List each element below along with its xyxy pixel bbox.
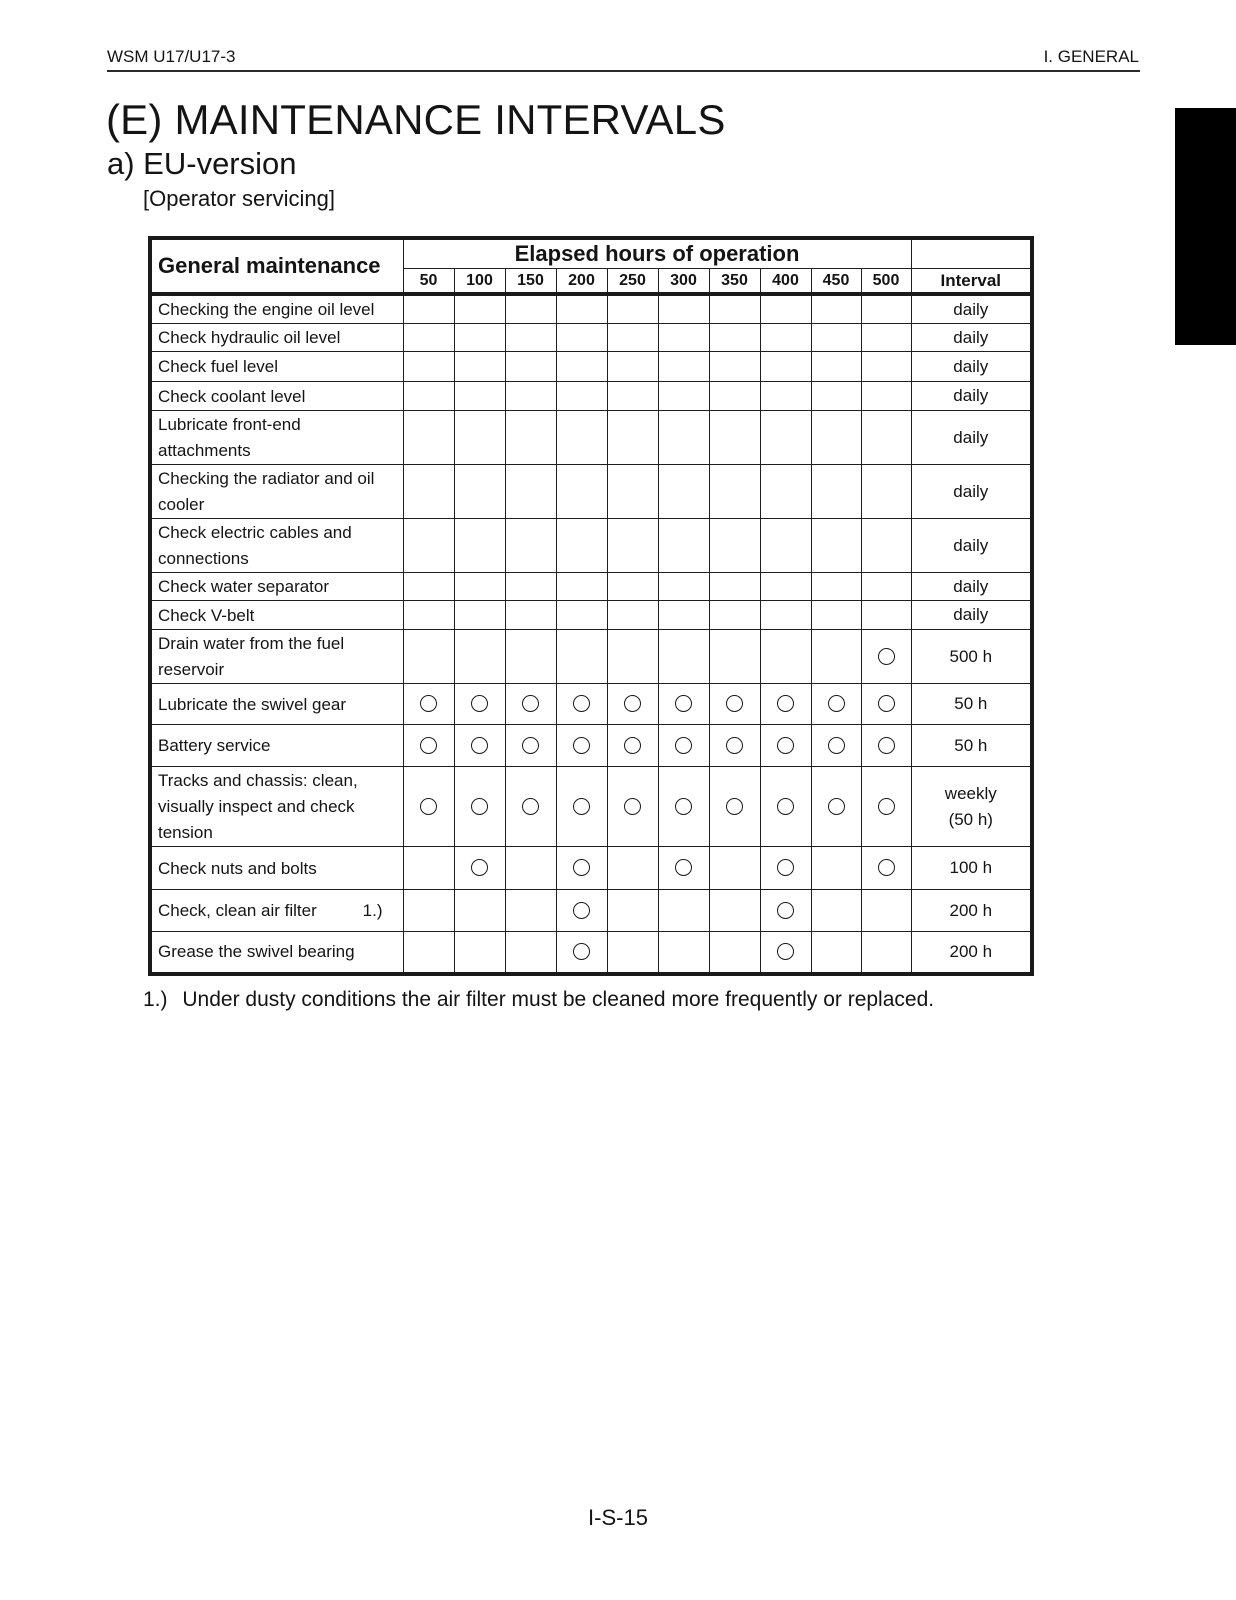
interval-cell: daily <box>911 601 1032 630</box>
task-label: Lubricate front-end attachments <box>158 415 301 460</box>
interval-cell: daily <box>911 352 1032 382</box>
hour-cell-100 <box>454 465 505 519</box>
hour-cell-200 <box>556 932 607 974</box>
hour-cell-300 <box>658 630 709 684</box>
interval-sublabel: (50 h) <box>948 809 993 829</box>
hour-cell-100 <box>454 573 505 601</box>
interval-cell: 200 h <box>911 932 1032 974</box>
hour-cell-350 <box>709 573 760 601</box>
hour-cell-450 <box>811 465 861 519</box>
hour-cell-500 <box>861 294 911 324</box>
column-header-interval-spacer <box>911 238 1032 269</box>
hour-cell-500 <box>861 352 911 382</box>
hour-cell-200 <box>556 324 607 352</box>
hour-cell-50 <box>403 573 454 601</box>
hour-cell-100 <box>454 767 505 847</box>
hour-cell-450 <box>811 847 861 890</box>
hour-cell-500 <box>861 630 911 684</box>
footnote <box>143 988 934 1012</box>
task-cell <box>150 465 403 519</box>
hour-cell-500 <box>861 725 911 767</box>
column-header-hour: 350 <box>709 269 760 295</box>
interval-cell: 200 h <box>911 890 1032 932</box>
hour-cell-400 <box>760 890 811 932</box>
task-cell <box>150 767 403 847</box>
hour-cell-350 <box>709 630 760 684</box>
circle-icon <box>522 737 539 754</box>
circle-icon <box>878 859 895 876</box>
hour-cell-400 <box>760 382 811 411</box>
task-cell <box>150 630 403 684</box>
hour-cell-500 <box>861 684 911 725</box>
task-label: Check hydraulic oil level <box>158 328 341 347</box>
hour-cell-250 <box>607 847 658 890</box>
hour-cell-200 <box>556 601 607 630</box>
hour-cell-500 <box>861 847 911 890</box>
hour-cell-300 <box>658 465 709 519</box>
hour-cell-50 <box>403 601 454 630</box>
page-number: I-S-15 <box>588 1505 648 1530</box>
hour-cell-200 <box>556 411 607 465</box>
hour-cell-450 <box>811 890 861 932</box>
hour-cell-300 <box>658 411 709 465</box>
hour-cell-300 <box>658 601 709 630</box>
task-label: Check V-belt <box>158 605 255 625</box>
interval-label: weekly <box>944 783 997 803</box>
hour-cell-300 <box>658 932 709 974</box>
task-cell <box>150 294 403 324</box>
task-label: Grease the swivel bearing <box>158 942 355 962</box>
circle-icon <box>573 902 590 919</box>
hour-cell-100 <box>454 382 505 411</box>
circle-icon <box>471 798 488 815</box>
hour-cell-350 <box>709 601 760 630</box>
circle-icon <box>573 798 590 815</box>
hour-cell-50 <box>403 465 454 519</box>
hour-cell-300 <box>658 890 709 932</box>
hour-cell-450 <box>811 630 861 684</box>
hour-cell-50 <box>403 767 454 847</box>
column-header-hour: 500 <box>861 269 911 295</box>
circle-icon <box>777 943 794 960</box>
task-label: Check coolant level <box>158 386 306 406</box>
footnote-reference: 1.) <box>362 901 383 920</box>
hour-cell-450 <box>811 601 861 630</box>
circle-icon <box>726 798 743 815</box>
hour-cell-400 <box>760 847 811 890</box>
hour-cell-200 <box>556 630 607 684</box>
hour-cell-200 <box>556 294 607 324</box>
hour-cell-350 <box>709 725 760 767</box>
task-cell <box>150 573 403 601</box>
circle-icon <box>522 695 539 712</box>
table-row <box>150 324 1032 352</box>
hour-cell-450 <box>811 767 861 847</box>
task-cell <box>150 847 403 890</box>
task-cell <box>150 601 403 630</box>
circle-icon <box>828 737 845 754</box>
hour-cell-200 <box>556 767 607 847</box>
hour-cell-350 <box>709 465 760 519</box>
circle-icon <box>522 798 539 815</box>
task-cell <box>150 324 403 352</box>
column-header-hour: 450 <box>811 269 861 295</box>
column-header-interval: Interval <box>911 269 1032 295</box>
interval-cell: daily <box>911 519 1032 573</box>
hour-cell-100 <box>454 601 505 630</box>
hour-cell-150 <box>505 465 556 519</box>
hour-cell-200 <box>556 382 607 411</box>
hour-cell-200 <box>556 352 607 382</box>
hour-cell-500 <box>861 573 911 601</box>
hour-cell-200 <box>556 465 607 519</box>
table-row <box>150 725 1032 767</box>
hour-cell-100 <box>454 630 505 684</box>
table-row <box>150 573 1032 601</box>
hour-cell-100 <box>454 352 505 382</box>
column-header-hour: 150 <box>505 269 556 295</box>
hour-cell-250 <box>607 684 658 725</box>
task-label: Drain water from the fuel reservoir <box>158 634 345 679</box>
footnote-number: 1.) <box>143 988 168 1011</box>
hour-cell-150 <box>505 767 556 847</box>
table-row <box>150 684 1032 725</box>
task-label: Check, clean air filter <box>158 901 317 920</box>
circle-icon <box>878 695 895 712</box>
table-row <box>150 411 1032 465</box>
hour-cell-500 <box>861 324 911 352</box>
hour-cell-350 <box>709 890 760 932</box>
hour-cell-50 <box>403 324 454 352</box>
hour-cell-250 <box>607 519 658 573</box>
task-label: Battery service <box>158 736 271 755</box>
maintenance-table-body <box>150 294 1032 974</box>
circle-icon <box>777 798 794 815</box>
hour-cell-350 <box>709 294 760 324</box>
hour-cell-400 <box>760 411 811 465</box>
task-label: Check water separator <box>158 577 330 596</box>
hour-cell-250 <box>607 932 658 974</box>
task-label: Check nuts and bolts <box>158 858 317 878</box>
hour-cell-250 <box>607 573 658 601</box>
circle-icon <box>573 859 590 876</box>
hour-cell-500 <box>861 601 911 630</box>
hour-cell-100 <box>454 324 505 352</box>
circle-icon <box>878 798 895 815</box>
hour-cell-500 <box>861 890 911 932</box>
hour-cell-450 <box>811 932 861 974</box>
table-row <box>150 352 1032 382</box>
hour-cell-250 <box>607 382 658 411</box>
hour-cell-150 <box>505 932 556 974</box>
hour-cell-100 <box>454 411 505 465</box>
document-id: WSM U17/U17-3 <box>107 47 236 66</box>
hour-cell-100 <box>454 890 505 932</box>
maintenance-intervals-table <box>148 236 1034 976</box>
hour-cell-100 <box>454 847 505 890</box>
task-cell <box>150 519 403 573</box>
hour-cell-100 <box>454 725 505 767</box>
circle-icon <box>675 859 692 876</box>
hour-cell-300 <box>658 684 709 725</box>
task-label: Checking the radiator and oil cooler <box>158 469 375 514</box>
hour-cell-200 <box>556 684 607 725</box>
hour-cell-200 <box>556 573 607 601</box>
hour-cell-50 <box>403 519 454 573</box>
interval-cell: daily <box>911 382 1032 411</box>
hour-cell-400 <box>760 601 811 630</box>
hour-cell-250 <box>607 767 658 847</box>
task-label: Check electric cables and connections <box>158 523 352 568</box>
hour-cell-500 <box>861 932 911 974</box>
table-row <box>150 294 1032 324</box>
table-row <box>150 382 1032 411</box>
hour-cell-400 <box>760 630 811 684</box>
hour-cell-150 <box>505 890 556 932</box>
hour-cell-400 <box>760 684 811 725</box>
hour-cell-50 <box>403 890 454 932</box>
hour-cell-250 <box>607 725 658 767</box>
hour-cell-200 <box>556 890 607 932</box>
hour-cell-50 <box>403 630 454 684</box>
column-header-hour: 400 <box>760 269 811 295</box>
hour-cell-150 <box>505 847 556 890</box>
footnote-text: Under dusty conditions the air filter must be cleaned more frequently or replaced. <box>182 988 935 1011</box>
hour-cell-500 <box>861 465 911 519</box>
hour-cell-250 <box>607 630 658 684</box>
circle-icon <box>726 695 743 712</box>
interval-cell: daily <box>911 573 1032 601</box>
circle-icon <box>420 695 437 712</box>
hour-cell-500 <box>861 519 911 573</box>
hour-cell-250 <box>607 294 658 324</box>
hour-cell-300 <box>658 519 709 573</box>
circle-icon <box>420 737 437 754</box>
hour-cell-400 <box>760 294 811 324</box>
task-cell <box>150 890 403 932</box>
hour-cell-400 <box>760 767 811 847</box>
hour-cell-300 <box>658 573 709 601</box>
page-title: (E) MAINTENANCE INTERVALS <box>106 96 726 143</box>
page-subtitle: a) EU-version <box>107 146 297 181</box>
interval-cell: 50 h <box>911 725 1032 767</box>
circle-icon <box>878 648 895 665</box>
interval-cell: 50 h <box>911 684 1032 725</box>
task-label: Lubricate the swivel gear <box>158 694 347 714</box>
hour-cell-250 <box>607 465 658 519</box>
hour-cell-250 <box>607 601 658 630</box>
hour-cell-350 <box>709 382 760 411</box>
task-cell <box>150 352 403 382</box>
table-row <box>150 767 1032 847</box>
hour-cell-500 <box>861 767 911 847</box>
hour-cell-450 <box>811 519 861 573</box>
hour-cell-150 <box>505 294 556 324</box>
table-row <box>150 847 1032 890</box>
circle-icon <box>573 695 590 712</box>
table-row <box>150 890 1032 932</box>
circle-icon <box>675 798 692 815</box>
circle-icon <box>828 798 845 815</box>
interval-cell: 100 h <box>911 847 1032 890</box>
hour-cell-400 <box>760 932 811 974</box>
circle-icon <box>573 943 590 960</box>
hour-cell-400 <box>760 519 811 573</box>
task-cell <box>150 411 403 465</box>
task-cell <box>150 684 403 725</box>
hour-cell-450 <box>811 352 861 382</box>
circle-icon <box>777 859 794 876</box>
task-cell <box>150 932 403 974</box>
circle-icon <box>471 695 488 712</box>
hour-cell-400 <box>760 352 811 382</box>
circle-icon <box>726 737 743 754</box>
hour-cell-350 <box>709 324 760 352</box>
hour-cell-450 <box>811 294 861 324</box>
hour-cell-300 <box>658 847 709 890</box>
header-divider <box>107 70 1140 72</box>
hour-cell-350 <box>709 847 760 890</box>
table-row <box>150 932 1032 974</box>
hour-cell-300 <box>658 725 709 767</box>
hour-cell-50 <box>403 352 454 382</box>
section-thumb-tab <box>1175 108 1236 345</box>
hour-cell-150 <box>505 411 556 465</box>
table-row <box>150 630 1032 684</box>
hour-cell-100 <box>454 932 505 974</box>
hour-cell-400 <box>760 465 811 519</box>
hour-cell-500 <box>861 411 911 465</box>
interval-cell: daily <box>911 294 1032 324</box>
hour-cell-200 <box>556 519 607 573</box>
hour-cell-450 <box>811 411 861 465</box>
section-caption: [Operator servicing] <box>143 186 335 211</box>
hour-cell-250 <box>607 411 658 465</box>
column-header-hour: 250 <box>607 269 658 295</box>
hour-cell-350 <box>709 932 760 974</box>
hour-cell-50 <box>403 382 454 411</box>
circle-icon <box>777 695 794 712</box>
column-header-hour: 200 <box>556 269 607 295</box>
task-label: Tracks and chassis: clean, visually inspect and check tension <box>158 771 358 842</box>
column-header-task: General maintenance <box>150 238 403 294</box>
hour-cell-150 <box>505 324 556 352</box>
circle-icon <box>777 737 794 754</box>
hour-cell-150 <box>505 601 556 630</box>
hour-cell-450 <box>811 725 861 767</box>
task-label: Check fuel level <box>158 357 279 376</box>
hour-cell-450 <box>811 573 861 601</box>
task-label: Checking the engine oil level <box>158 300 375 319</box>
hour-cell-100 <box>454 519 505 573</box>
hour-cell-150 <box>505 725 556 767</box>
hour-cell-300 <box>658 352 709 382</box>
hour-cell-350 <box>709 684 760 725</box>
column-header-hour: 100 <box>454 269 505 295</box>
circle-icon <box>624 798 641 815</box>
column-group-header-hours: Elapsed hours of operation <box>403 238 911 269</box>
hour-cell-500 <box>861 382 911 411</box>
hour-cell-350 <box>709 767 760 847</box>
circle-icon <box>878 737 895 754</box>
hour-cell-50 <box>403 294 454 324</box>
hour-cell-250 <box>607 352 658 382</box>
hour-cell-350 <box>709 352 760 382</box>
circle-icon <box>828 695 845 712</box>
interval-cell: daily <box>911 465 1032 519</box>
interval-cell <box>911 767 1032 847</box>
circle-icon <box>573 737 590 754</box>
hour-cell-250 <box>607 890 658 932</box>
task-cell <box>150 382 403 411</box>
maintenance-table-container <box>148 236 1034 973</box>
hour-cell-150 <box>505 519 556 573</box>
section-label: I. GENERAL <box>1043 47 1139 66</box>
hour-cell-50 <box>403 932 454 974</box>
hour-cell-400 <box>760 725 811 767</box>
column-header-hour: 50 <box>403 269 454 295</box>
table-row <box>150 465 1032 519</box>
hour-cell-50 <box>403 684 454 725</box>
column-header-hour: 300 <box>658 269 709 295</box>
hour-cell-150 <box>505 382 556 411</box>
hour-cell-200 <box>556 725 607 767</box>
circle-icon <box>471 737 488 754</box>
circle-icon <box>624 695 641 712</box>
table-row <box>150 601 1032 630</box>
hour-cell-300 <box>658 382 709 411</box>
hour-cell-350 <box>709 411 760 465</box>
hour-cell-400 <box>760 324 811 352</box>
hour-cell-400 <box>760 573 811 601</box>
circle-icon <box>624 737 641 754</box>
hour-cell-150 <box>505 573 556 601</box>
hour-cell-350 <box>709 519 760 573</box>
hour-cell-200 <box>556 847 607 890</box>
table-row <box>150 519 1032 573</box>
hour-cell-450 <box>811 382 861 411</box>
hour-cell-100 <box>454 684 505 725</box>
circle-icon <box>420 798 437 815</box>
circle-icon <box>471 859 488 876</box>
interval-cell: daily <box>911 324 1032 352</box>
hour-cell-300 <box>658 294 709 324</box>
circle-icon <box>675 695 692 712</box>
hour-cell-150 <box>505 684 556 725</box>
circle-icon <box>675 737 692 754</box>
interval-cell: daily <box>911 411 1032 465</box>
hour-cell-100 <box>454 294 505 324</box>
hour-cell-250 <box>607 324 658 352</box>
hour-cell-300 <box>658 767 709 847</box>
hour-cell-450 <box>811 324 861 352</box>
hour-cell-150 <box>505 352 556 382</box>
hour-cell-150 <box>505 630 556 684</box>
hour-cell-50 <box>403 725 454 767</box>
circle-icon <box>777 902 794 919</box>
interval-cell: 500 h <box>911 630 1032 684</box>
hour-cell-450 <box>811 684 861 725</box>
hour-cell-50 <box>403 847 454 890</box>
task-cell <box>150 725 403 767</box>
hour-cell-300 <box>658 324 709 352</box>
hour-cell-50 <box>403 411 454 465</box>
